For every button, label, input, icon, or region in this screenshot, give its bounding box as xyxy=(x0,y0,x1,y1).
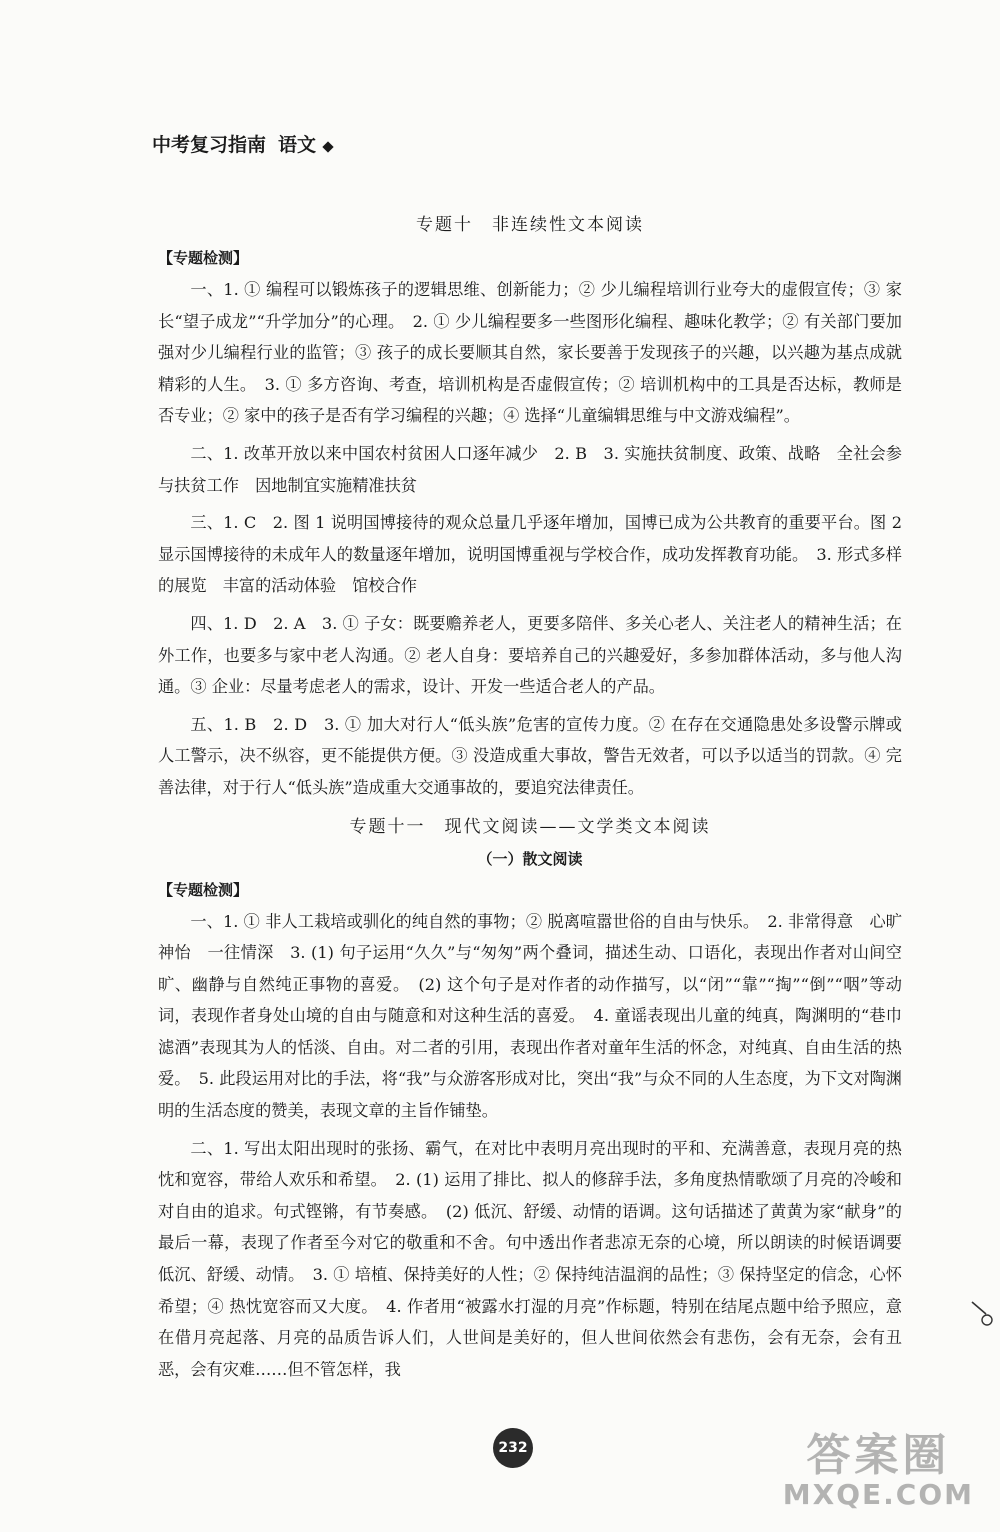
running-header xyxy=(152,130,332,157)
section-subtitle: （一）散文阅读 xyxy=(477,849,583,868)
section-title: 专题十 非连续性文本阅读 xyxy=(416,215,644,235)
answer-paragraph: 一、1. ① 编程可以锻炼孩子的逻辑思维、创新能力；② 少儿编程培训行业夸大的虚假宣传；③ 家长“望子成龙”“升学加分”的心理。 2. ① 少儿编程要多一些图形化编程、趣味化教学；② 有关部门要加强对少儿编程行业的监管；③ 孩子的成长要顺其自然，家长要善于发现孩子的兴趣，以兴趣为基点成就精彩的人生。 3. ① 多方咨询、考查，培训机构是否虚假宣传；② 培训机构中的工具是否达标，教师是否专业；② 家中的孩子是否有学习编程的兴趣；④ 选择“儿童编辑思维与中文游戏编程”。 xyxy=(158,280,902,426)
section-title: 专题十一 现代文阅读——文学类文本阅读 xyxy=(349,816,711,837)
page-number: 232 xyxy=(493,1428,533,1468)
header-book-title: 中考复习指南 xyxy=(152,134,267,156)
page-content xyxy=(158,208,902,1391)
header-subject: 语文 xyxy=(278,134,317,156)
answer-paragraph: 一、1. ① 非人工栽培或驯化的纯自然的事物；② 脱离喧嚣世俗的自由与快乐。 2. 非常得意 心旷神怡 一往情深 3. (1) 句子运用“久久”与“匆匆”两个叠词，描述生动、口语化，表现出作者对山间空旷、幽静与自然纯正事物的喜爱。 (2) 这个句子是对作者的动作描写，以“闭”“靠”“掏”“倒”“咽”等动词，表现作者身处山境的自由与随意和对这种生活的喜爱。 4. 童谣表现出儿童的纯真，陶渊明的“巷巾滤酒”表现其为人的恬淡、自由。对二者的引用，表现出作者对童年生活的怀念，对纯真、自由生活的热爱。 5. 此段运用对比的手法，将“我”与众游客形成对比，突出“我”与众不同的人生态度，为下文对陶渊明的生活态度的赞美，表现文章的主旨作铺垫。 xyxy=(158,911,902,1121)
answer-paragraph: 二、1. 写出太阳出现时的张扬、霸气，在对比中表明月亮出现时的平和、充满善意，表现月亮的热忱和宽容，带给人欢乐和希望。 2. (1) 运用了排比、拟人的修辞手法，多角度热情歌颂了月亮的冷峻和对自由的追求。句式铿锵，有节奏感。 (2) 低沉、舒缓、动情的语调。这句话描述了黄黄为家“献身”的最后一幕，表现了作者至今对它的敬重和不舍。句中透出作者悲凉无奈的心境，所以朗读的时候语调要低沉、舒缓、动情。 3. ① 培植、保持美好的人性；② 保持纯洁温润的品性；③ 保持坚定的信念，心怀希望；④ 热忱宽容而又大度。 4. 作者用“被露水打湿的月亮”作标题，特别在结尾点题中给予照应，意在借月亮起落、月亮的品质告诉人们，人世间是美好的，但人世间依然会有悲伤，会有无奈，会有丑恶，会有灾难……但不管怎样，我 xyxy=(158,1138,902,1379)
answer-paragraph: 四、1. D 2. A 3. ① 子女：既要赡养老人，更要多陪伴、多关心老人、关注老人的精神生活；在外工作，也要多与家中老人沟通。② 老人自身：要培养自己的兴趣爱好，多参加群体活动，多与他人沟通。③ 企业：尽量考虑老人的需求，设计、开发一些适合老人的产品。 xyxy=(158,613,902,697)
section-label: 【专题检测】 xyxy=(158,880,249,899)
watermark xyxy=(783,1432,974,1510)
pen-mark-icon xyxy=(968,1300,994,1326)
watermark-main: 答案圈 xyxy=(806,1430,951,1481)
answer-paragraph: 五、1. B 2. D 3. ① 加大对行人“低头族”危害的宣传力度。② 在存在交通隐患处多设警示牌或人工警示，决不纵容，更不能提供方便。③ 没造成重大事故，警告无效者，可以予以适当的罚款。④ 完善法律，对于行人“低头族”造成重大交通事故的，要追究法律责任。 xyxy=(158,714,902,797)
watermark-site: MXQE.COM xyxy=(782,1478,974,1511)
section-label: 【专题检测】 xyxy=(158,249,249,267)
answer-paragraph: 三、1. C 2. 图 1 说明国博接待的观众总量几乎逐年增加，国博已成为公共教育的重要平台。图 2 显示国博接待的未成年人的数量逐年增加，说明国博重视与学校合作，成功发挥教育功能。 3. 形式多样的展览 丰富的活动体验 馆校合作 xyxy=(158,513,902,596)
diamond-icon xyxy=(322,141,333,152)
answer-paragraph: 二、1. 改革开放以来中国农村贫困人口逐年减少 2. B 3. 实施扶贫制度、政策、战略 全社会参与扶贫工作 因地制宜实施精准扶贫 xyxy=(158,443,902,495)
